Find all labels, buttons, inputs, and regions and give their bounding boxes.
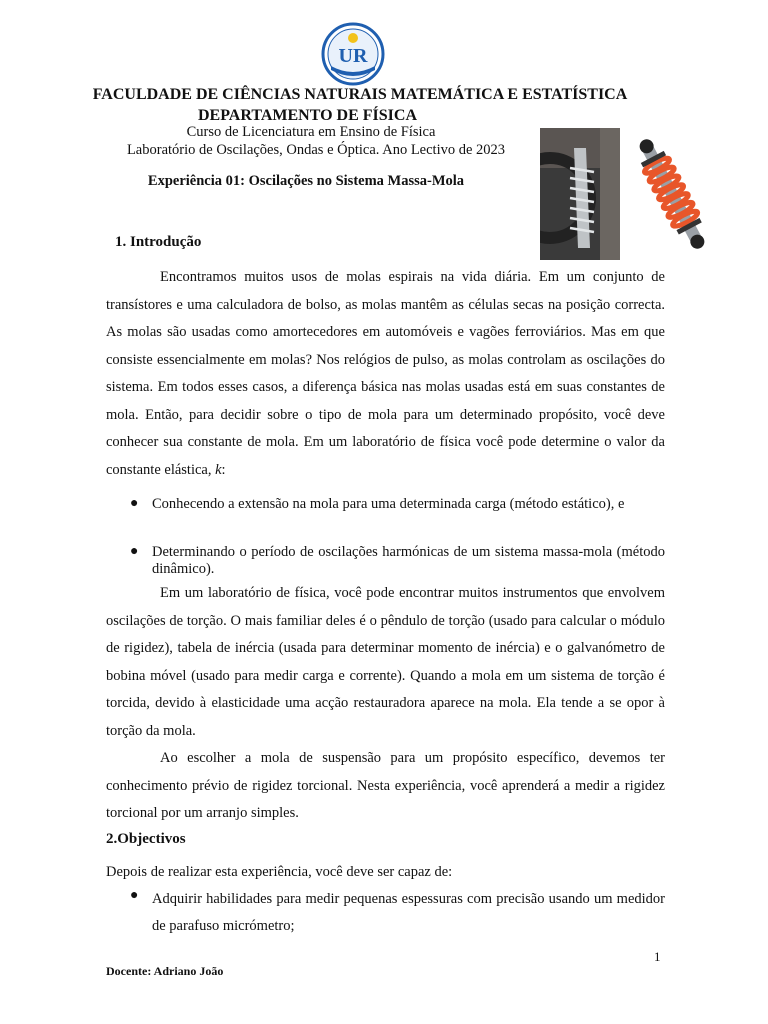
lab-line: Laboratório de Oscilações, Ondas e Óptica. Ano Lectivo de 2023 bbox=[126, 142, 506, 158]
bullet-dynamic-method: Determinando o período de oscilações harmónicas de um sistema massa-mola (método dinâmico). bbox=[152, 544, 665, 577]
faculty-title: FACULDADE DE CIÊNCIAS NATURAIS MATEMÁTICA E ESTATÍSTICA bbox=[92, 86, 628, 103]
course-line: Curso de Licenciatura em Ensino de Física bbox=[186, 124, 436, 140]
department-title: DEPARTAMENTO DE FÍSICA bbox=[197, 107, 417, 124]
objective-bullet-micrometer: Adquirir habilidades para medir pequenas espessuras com precisão usando um medidor de parafuso micrómetro; bbox=[152, 891, 665, 934]
motorcycle-shock-photo bbox=[540, 128, 620, 260]
intro-paragraph-3: Ao escolher a mola de suspensão para um propósito específico, devemos ter conhecimento prévio de rigidez torcional. Nesta experiência, você aprenderá a medir a rigidez torcional por um arranjo simples. bbox=[106, 750, 665, 821]
bullet-marker: ● bbox=[130, 496, 139, 511]
section-introduction-title: 1. Introdução bbox=[115, 234, 202, 250]
objectives-intro: Depois de realizar esta experiência, você deve ser capaz de: bbox=[106, 864, 453, 880]
orange-spring-shock-photo bbox=[621, 128, 723, 260]
bullet-static-method: Conhecendo a extensão na mola para uma determinada carga (método estático), e bbox=[152, 496, 625, 512]
intro-paragraph-1: Encontramos muitos usos de molas espirais na vida diária. Em um conjunto de transístores e uma calculadora de bolso, as molas mantêm as células secas na posição correcta. As molas são usadas como amortecedores em automóveis e vagões ferroviários. Mas em que consiste essencialmente em molas? Nos relógios de pulso, as molas controlam as oscilações do sistema. Em todos esses casos, a diferença básica nas molas usadas está em suas constantes de mola. Então, para decidir sobre o tipo de mola para um determinado propósito, você deve conhecer sua constante de mola. Em um laboratório de física você pode determine o valor da constante elástica, k: bbox=[106, 269, 665, 478]
university-logo bbox=[321, 22, 385, 86]
experiment-title: Experiência 01: Oscilações no Sistema Massa-Mola bbox=[147, 173, 465, 189]
intro-paragraph-2: Em um laboratório de física, você pode encontrar muitos instrumentos que envolvem oscilações de torção. O mais familiar deles é o pêndulo de torção (usado para calcular o módulo de rigidez), tabela de inércia (usada para determinar momento de inércia) e o galvanómetro de bobina móvel (usado para medir carga e corrente). Quando a mola em um sistema de torção é torcida, devido à elasticidade uma acção restauradora aparece na mola. Ela tende a se opor à torção da mola. bbox=[106, 585, 665, 739]
page-number: 1 bbox=[654, 949, 661, 964]
bullet-marker: ● bbox=[130, 544, 139, 559]
footer-docente: Docente: Adriano João bbox=[106, 964, 224, 978]
section-objectives-title: 2.Objectivos bbox=[106, 831, 186, 847]
bullet-marker: ● bbox=[130, 888, 139, 903]
logo-text: UR bbox=[338, 45, 368, 67]
